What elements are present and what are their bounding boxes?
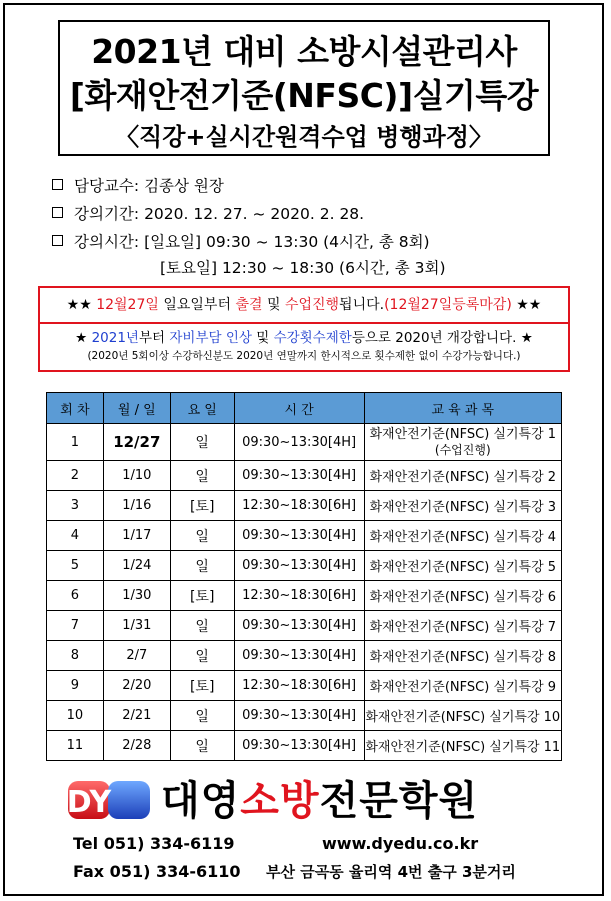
notice-sunday: 일요일부터 <box>163 297 231 313</box>
cell-course: 화재안전기준(NFSC) 실기특강 3 <box>364 491 561 521</box>
header-session: 회 차 <box>47 393 104 424</box>
notice-progress: 수업진행 <box>284 297 340 313</box>
cell-date: 2/21 <box>103 701 170 731</box>
schedule-table <box>46 392 562 761</box>
time-saturday: [토요일] 12:30 ~ 18:30 (6시간, 총 3회) <box>160 259 446 277</box>
table-row <box>47 701 562 731</box>
period-label: 강의기간: <box>74 205 140 223</box>
cell-time: 09:30~13:30[4H] <box>234 701 364 731</box>
table-row <box>47 671 562 701</box>
website: www.dyedu.co.kr <box>322 834 479 853</box>
cell-session: 2 <box>47 461 104 491</box>
fax: Fax 051) 334-6110 <box>73 862 241 881</box>
notice-tail: 됩니다. <box>339 297 385 313</box>
table-row <box>47 551 562 581</box>
notice-policy-sub: (2020년 5회이상 수강하신분도 2020년 연말까지 한시적으로 횟수제한 없이 수강가능합니다.) <box>87 350 521 362</box>
star-icon: ★★ <box>516 297 542 313</box>
course-title: 화재안전기준(NFSC) 실기특강 1 <box>369 426 557 442</box>
cell-date: 12/27 <box>103 424 170 461</box>
cell-day: 일 <box>170 611 234 641</box>
cell-time: 12:30~18:30[6H] <box>234 581 364 611</box>
name-part-2: 소방 <box>240 778 320 824</box>
course-subnote: (수업진행) <box>434 442 491 457</box>
notice-limit: 수강횟수제한 <box>273 330 352 346</box>
address: 부산 금곡동 율리역 4번 출구 3분거리 <box>266 863 516 881</box>
star-icon: ★ <box>75 330 88 346</box>
cell-date: 1/16 <box>103 491 170 521</box>
header-date: 월 / 일 <box>103 393 170 424</box>
info-period <box>52 204 364 224</box>
professor-label: 담당교수: <box>74 177 140 195</box>
academy-logo <box>66 775 546 823</box>
cell-day: 일 <box>170 424 234 461</box>
cell-date: 1/24 <box>103 551 170 581</box>
notice-from: 부터 <box>138 330 166 346</box>
cell-day: 일 <box>170 641 234 671</box>
header-day: 요 일 <box>170 393 234 424</box>
notice-deadline: (12월27일등록마감) <box>384 297 512 313</box>
cell-day: 일 <box>170 701 234 731</box>
cell-time: 09:30~13:30[4H] <box>234 731 364 761</box>
info-professor <box>52 176 224 196</box>
cell-time: 09:30~13:30[4H] <box>234 424 364 461</box>
cell-date: 1/17 <box>103 521 170 551</box>
table-row <box>47 581 562 611</box>
cell-time: 09:30~13:30[4H] <box>234 461 364 491</box>
cell-session: 11 <box>47 731 104 761</box>
cell-course: 화재안전기준(NFSC) 실기특강 4 <box>364 521 561 551</box>
cell-session: 8 <box>47 641 104 671</box>
cell-course: 화재안전기준(NFSC) 실기특강 6 <box>364 581 561 611</box>
tel: Tel 051) 334-6119 <box>73 834 235 853</box>
header-time: 시 간 <box>234 393 364 424</box>
notice-policy <box>38 324 570 372</box>
notice-date: 12월27일 <box>96 297 159 313</box>
cell-session: 9 <box>47 671 104 701</box>
table-row <box>47 424 562 461</box>
info-time <box>52 232 430 252</box>
cell-session: 10 <box>47 701 104 731</box>
cell-course: 화재안전기준(NFSC) 실기특강 5 <box>364 551 561 581</box>
checkbox-bullet-icon <box>52 179 63 190</box>
cell-date: 2/20 <box>103 671 170 701</box>
cell-date: 1/30 <box>103 581 170 611</box>
cell-date: 1/31 <box>103 611 170 641</box>
cell-session: 7 <box>47 611 104 641</box>
name-part-3: 전문 <box>319 778 399 824</box>
cell-date: 1/10 <box>103 461 170 491</box>
table-row <box>47 461 562 491</box>
cell-course: 화재안전기준(NFSC) 실기특강 10 <box>364 701 561 731</box>
table-row <box>47 521 562 551</box>
cell-session: 5 <box>47 551 104 581</box>
cell-day: 일 <box>170 731 234 761</box>
cell-session: 6 <box>47 581 104 611</box>
cell-day: [토] <box>170 671 234 701</box>
professor-value: 김종상 원장 <box>144 177 224 195</box>
table-header-row <box>47 393 562 424</box>
name-part-4: 학원 <box>398 778 479 824</box>
name-part-1: 대영 <box>161 778 241 824</box>
checkbox-bullet-icon <box>52 235 63 246</box>
notice-and: 및 <box>256 330 270 346</box>
cell-date: 2/28 <box>103 731 170 761</box>
notice-and: 및 <box>266 297 281 313</box>
cell-course: 화재안전기준(NFSC) 실기특강 11 <box>364 731 561 761</box>
period-value: 2020. 12. 27. ~ 2020. 2. 28. <box>144 205 365 223</box>
cell-date: 2/7 <box>103 641 170 671</box>
cell-time: 09:30~13:30[4H] <box>234 641 364 671</box>
notice-year: 2021년 <box>91 330 139 346</box>
cell-time: 09:30~13:30[4H] <box>234 611 364 641</box>
title-box <box>58 20 550 156</box>
cell-course: 화재안전기준(NFSC) 실기특강 7 <box>364 611 561 641</box>
cell-time: 12:30~18:30[6H] <box>234 491 364 521</box>
notice-policy-main <box>40 324 568 348</box>
cell-session: 3 <box>47 491 104 521</box>
time-sunday: [일요일] 09:30 ~ 13:30 (4시간, 총 8회) <box>144 233 430 251</box>
cell-day: [토] <box>170 581 234 611</box>
title-line-1: 2021년 대비 소방시설관리사 <box>91 32 517 71</box>
star-icon: ★★ <box>66 297 92 313</box>
cell-time: 12:30~18:30[6H] <box>234 671 364 701</box>
time-label: 강의시간: <box>74 233 140 251</box>
notice-policy-tail: 등으로 2020년 개강합니다. ★ <box>351 330 533 346</box>
checkbox-bullet-icon <box>52 207 63 218</box>
academy-name <box>161 779 478 823</box>
notice-start <box>38 286 570 324</box>
cell-time: 09:30~13:30[4H] <box>234 521 364 551</box>
notice-burden: 자비부담 인상 <box>169 330 252 346</box>
table-row <box>47 731 562 761</box>
notice-attend: 출결 <box>235 297 263 313</box>
cell-course <box>364 424 561 461</box>
cell-day: 일 <box>170 461 234 491</box>
cell-session: 1 <box>47 424 104 461</box>
cell-course: 화재안전기준(NFSC) 실기특강 8 <box>364 641 561 671</box>
cell-session: 4 <box>47 521 104 551</box>
table-row <box>47 491 562 521</box>
cell-course: 화재안전기준(NFSC) 실기특강 2 <box>364 461 561 491</box>
cell-time: 09:30~13:30[4H] <box>234 551 364 581</box>
header-course: 교 육 과 목 <box>364 393 561 424</box>
dy-logo-icon <box>66 775 154 823</box>
title-line-3: 〈직강+실시간원격수업 병행과정〉 <box>115 123 493 151</box>
title-line-2: [화재안전기준(NFSC)]실기특강 <box>69 76 539 115</box>
cell-course: 화재안전기준(NFSC) 실기특강 9 <box>364 671 561 701</box>
svg-text:DY: DY <box>66 785 112 820</box>
cell-day: [토] <box>170 491 234 521</box>
table-row <box>47 611 562 641</box>
cell-day: 일 <box>170 521 234 551</box>
table-row <box>47 641 562 671</box>
cell-day: 일 <box>170 551 234 581</box>
